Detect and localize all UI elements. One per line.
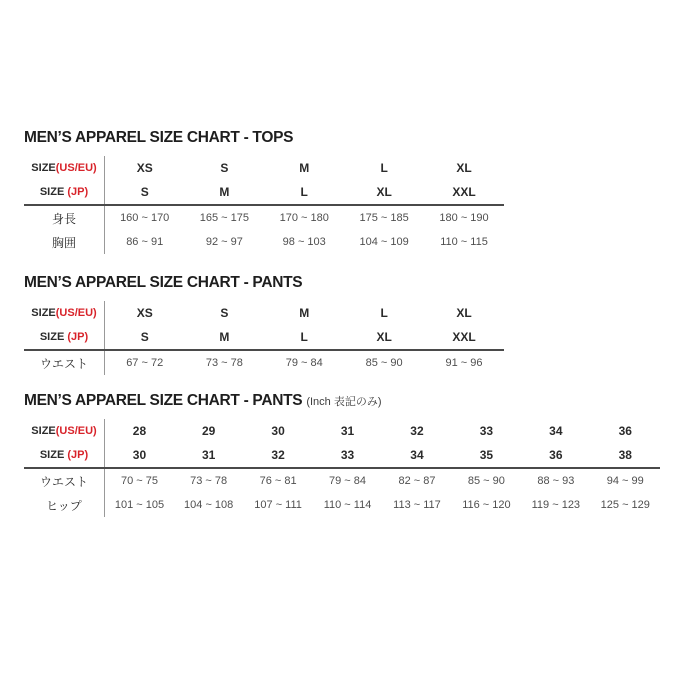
size-value-cell: 28: [132, 424, 147, 438]
measurement-value-cell: 175 ~ 185: [344, 205, 424, 230]
size-header-row: [24, 419, 660, 443]
measurement-value-cell: 113 ~ 117: [393, 499, 441, 511]
size-value-cell: 34: [549, 424, 563, 438]
size-label-text: SIZE: [31, 425, 56, 437]
size-value-cell: 32: [271, 448, 285, 462]
measurement-value-cell: 73 ~ 78: [184, 350, 264, 375]
section-title-pants-inch: [24, 391, 660, 412]
size-value-cell: 33: [479, 424, 494, 438]
measurement-value-cell: 107 ~ 111: [254, 499, 302, 511]
measurement-value-cell: 104 ~ 109: [359, 236, 409, 248]
size-header-row: [24, 180, 504, 205]
size-system-label: [24, 301, 105, 325]
measurement-label: ヒップ: [24, 493, 105, 517]
size-label-accent: (US/EU): [55, 162, 97, 174]
measurement-value-cell: 86 ~ 91: [126, 236, 164, 248]
measurement-value-cell: 85 ~ 90: [344, 350, 424, 375]
size-value-cell: S: [220, 161, 229, 175]
measurement-label: 胸囲: [24, 230, 105, 254]
size-value-cell: L: [300, 330, 308, 344]
size-system-label: [24, 180, 105, 205]
tops-size-table: [24, 156, 504, 254]
size-value-cell: XL: [376, 185, 392, 199]
size-value-cell: M: [299, 161, 310, 175]
section-title-pants: [24, 273, 504, 294]
measurement-value-cell: 88 ~ 93: [521, 468, 590, 493]
size-value-cell: 31: [340, 424, 355, 438]
size-value-cell: 31: [201, 448, 216, 462]
size-label-accent: (US/EU): [55, 307, 97, 319]
measurement-value-cell: 104 ~ 108: [184, 499, 234, 511]
measurement-row: [24, 205, 504, 230]
size-label-accent: (JP): [67, 186, 89, 198]
size-value-cell: M: [219, 185, 230, 199]
size-value-cell: 36: [549, 448, 563, 462]
measurement-label: ウエスト: [24, 468, 105, 493]
measurement-value-cell: 73 ~ 78: [174, 468, 243, 493]
measurement-value-cell: 110 ~ 114: [323, 499, 372, 511]
section-title-note: (Inch 表記のみ): [306, 396, 382, 408]
size-label-accent: (JP): [67, 449, 89, 461]
measurement-row: [24, 493, 660, 517]
measurement-row: [24, 350, 504, 375]
size-value-cell: 36: [618, 424, 632, 438]
measurement-value-cell: 70 ~ 75: [105, 468, 174, 493]
measurement-value-cell: 67 ~ 72: [105, 350, 185, 375]
measurement-value-cell: 165 ~ 175: [184, 205, 264, 230]
measurement-value-cell: 79 ~ 84: [313, 468, 382, 493]
size-header-row: [24, 156, 504, 180]
measurement-value-cell: 91 ~ 96: [424, 350, 504, 375]
size-value-cell: L: [300, 185, 308, 199]
size-chart-tops-section: [24, 128, 504, 254]
size-value-cell: S: [220, 306, 229, 320]
size-value-cell: 30: [132, 448, 147, 462]
measurement-value-cell: 180 ~ 190: [424, 205, 504, 230]
measurement-value-cell: 85 ~ 90: [452, 468, 521, 493]
section-title-text: MEN’S APPAREL SIZE CHART - PANTS: [24, 392, 303, 409]
size-label-text: SIZE: [39, 449, 68, 461]
size-value-cell: 33: [340, 448, 355, 462]
measurement-value-cell: 170 ~ 180: [264, 205, 344, 230]
measurement-value-cell: 79 ~ 84: [264, 350, 344, 375]
size-chart-pants-section: [24, 273, 504, 375]
size-label-accent: (JP): [67, 331, 89, 343]
size-header-row: [24, 443, 660, 468]
size-label-text: SIZE: [31, 307, 56, 319]
size-system-label: [24, 419, 105, 443]
size-value-cell: L: [380, 161, 388, 175]
size-value-cell: XS: [136, 306, 153, 320]
pants-inch-size-table: [24, 419, 660, 517]
size-value-cell: 38: [618, 448, 632, 462]
size-chart-pants-inch-section: [24, 391, 660, 517]
measurement-row: [24, 230, 504, 254]
measurement-value-cell: 110 ~ 115: [440, 236, 488, 248]
size-system-label: [24, 443, 105, 468]
measurement-value-cell: 160 ~ 170: [105, 205, 185, 230]
size-value-cell: L: [380, 306, 388, 320]
size-value-cell: 29: [201, 424, 216, 438]
size-value-cell: XL: [456, 161, 472, 175]
measurement-value-cell: 116 ~ 120: [462, 499, 511, 511]
measurement-value-cell: 94 ~ 99: [591, 468, 660, 493]
size-label-accent: (US/EU): [55, 425, 97, 437]
section-title-text: MEN’S APPAREL SIZE CHART - TOPS: [24, 129, 294, 146]
size-label-text: SIZE: [39, 186, 68, 198]
size-value-cell: XS: [136, 161, 153, 175]
size-value-cell: 34: [410, 448, 424, 462]
measurement-label: ウエスト: [24, 350, 105, 375]
size-value-cell: 35: [479, 448, 494, 462]
section-title-tops: [24, 128, 504, 149]
measurement-value-cell: 98 ~ 103: [282, 236, 326, 248]
measurement-row: [24, 468, 660, 493]
size-value-cell: S: [140, 185, 149, 199]
measurement-value-cell: 119 ~ 123: [531, 499, 581, 511]
measurement-value-cell: 92 ~ 97: [205, 236, 243, 248]
size-value-cell: M: [299, 306, 310, 320]
size-value-cell: XXL: [452, 185, 476, 199]
size-value-cell: M: [219, 330, 230, 344]
measurement-value-cell: 101 ~ 105: [114, 499, 165, 511]
size-system-label: [24, 156, 105, 180]
size-label-text: SIZE: [31, 162, 56, 174]
size-value-cell: 32: [410, 424, 424, 438]
size-label-text: SIZE: [39, 331, 68, 343]
size-value-cell: XXL: [452, 330, 476, 344]
size-value-cell: XL: [376, 330, 392, 344]
measurement-value-cell: 125 ~ 129: [600, 499, 650, 511]
size-system-label: [24, 325, 105, 350]
size-value-cell: S: [140, 330, 149, 344]
size-header-row: [24, 301, 504, 325]
size-header-row: [24, 325, 504, 350]
section-title-text: MEN’S APPAREL SIZE CHART - PANTS: [24, 274, 303, 291]
measurement-label: 身長: [24, 205, 105, 230]
size-value-cell: 30: [271, 424, 285, 438]
measurement-value-cell: 76 ~ 81: [243, 468, 312, 493]
pants-size-table: [24, 301, 504, 375]
measurement-value-cell: 82 ~ 87: [382, 468, 451, 493]
size-value-cell: XL: [456, 306, 472, 320]
